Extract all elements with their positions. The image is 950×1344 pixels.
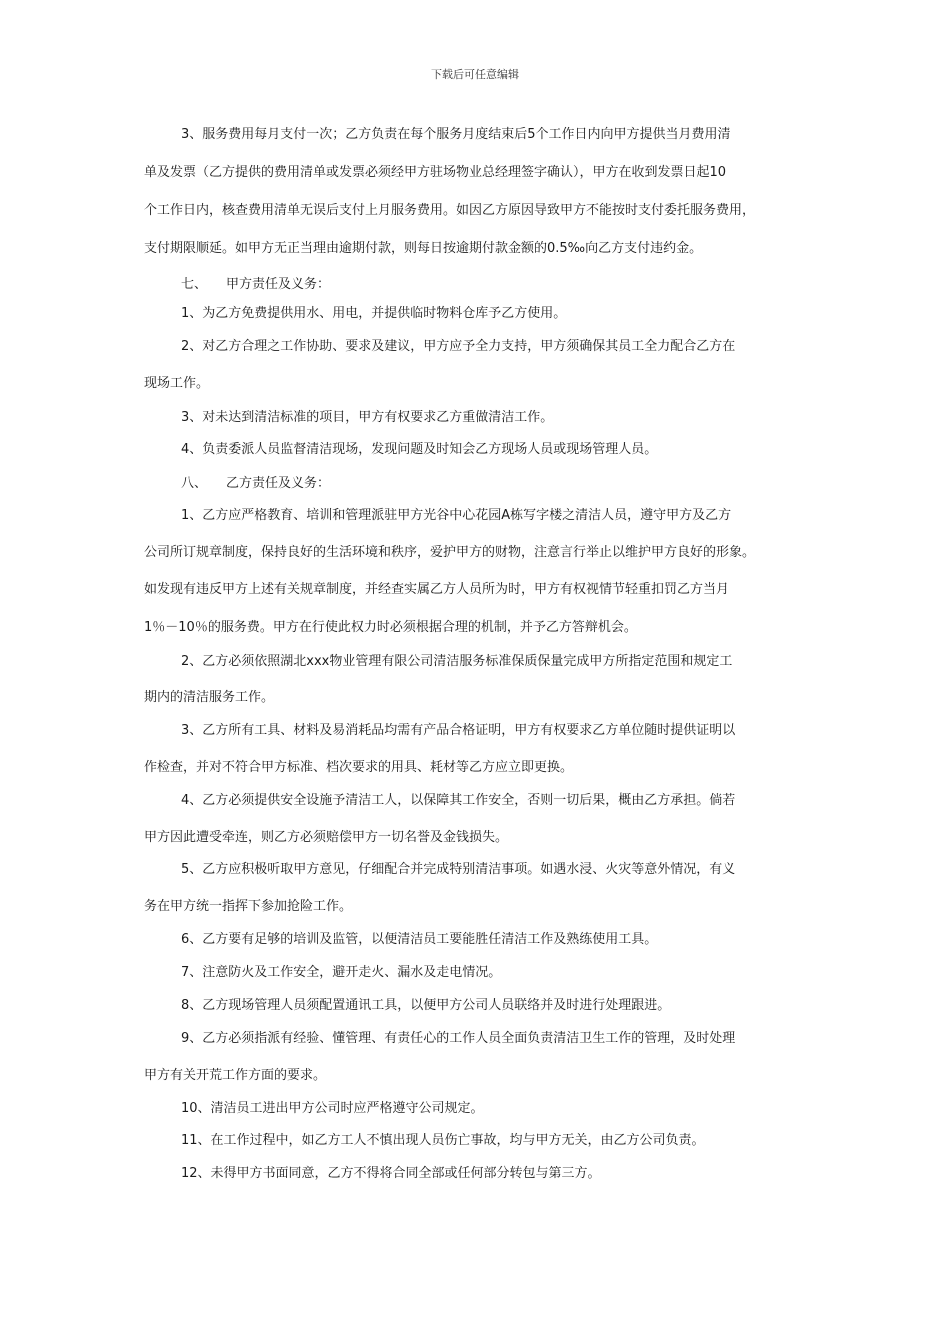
paragraph-line: 1、为乙方免费提供用水、用电，并提供临时物料仓库予乙方使用。 — [181, 306, 567, 321]
section-title: 甲方责任及义务： — [226, 277, 331, 292]
paragraph-line: 1、乙方应严格教育、培训和管理派驻甲方光谷中心花园A栋写字楼之清洁人员，遵守甲方及乙方 — [181, 508, 732, 523]
paragraph-continuation: 个工作日内，核查费用清单无误后支付上月服务费用。如因乙方原因导致甲方不能按时支付委托服务费用， — [144, 203, 756, 218]
paragraph-continuation: 支付期限顺延。如甲方无正当理由逾期付款，则每日按逾期付款金额的0.5‰向乙方支付违约金。 — [144, 241, 703, 256]
paragraph-line: 8、乙方现场管理人员须配置通讯工具，以便甲方公司人员联络并及时进行处理跟进。 — [181, 998, 671, 1013]
paragraph-continuation: 甲方因此遭受牵连，则乙方必须赔偿甲方一切名誉及金钱损失。 — [144, 830, 509, 845]
section-heading — [181, 277, 330, 293]
paragraph-continuation: 单及发票（乙方提供的费用清单或发票必须经甲方驻场物业总经理签字确认），甲方在收到发票日起10 — [144, 165, 727, 180]
paragraph-continuation: 期内的清洁服务工作。 — [144, 690, 275, 705]
section-heading — [181, 476, 330, 492]
paragraph-line: 12、未得甲方书面同意，乙方不得将合同全部或任何部分转包与第三方。 — [181, 1166, 601, 1181]
paragraph-line: 5、乙方应积极听取甲方意见，仔细配合并完成特别清洁事项。如遇水浸、火灾等意外情况，有义 — [181, 862, 736, 877]
paragraph-line: 2、对乙方合理之工作协助、要求及建议，甲方应予全力支持，甲方须确保其员工全力配合乙方在 — [181, 339, 736, 354]
section-number: 八、 — [181, 476, 208, 491]
paragraph-continuation: 如发现有违反甲方上述有关规章制度，并经查实属乙方人员所为时，甲方有权视情节轻重扣罚乙方当月 — [144, 582, 730, 597]
section-title: 乙方责任及义务： — [226, 476, 331, 491]
paragraph-continuation: 作检查，并对不符合甲方标准、档次要求的用具、耗材等乙方应立即更换。 — [144, 760, 574, 775]
paragraph-continuation: 甲方有关开荒工作方面的要求。 — [144, 1068, 327, 1083]
paragraph-line: 4、负责委派人员监督清洁现场，发现问题及时知会乙方现场人员或现场管理人员。 — [181, 442, 658, 457]
paragraph-continuation: 公司所订规章制度，保持良好的生活环境和秩序，爱护甲方的财物，注意言行举止以维护甲方良好的形象。 — [144, 545, 756, 560]
paragraph-continuation: 现场工作。 — [144, 376, 210, 391]
paragraph-line: 10、清洁员工进出甲方公司时应严格遵守公司规定。 — [181, 1101, 484, 1116]
paragraph-line: 3、服务费用每月支付一次；乙方负责在每个服务月度结束后5个工作日内向甲方提供当月费用清 — [181, 127, 731, 142]
page-header: 下载后可任意编辑 — [431, 68, 519, 81]
section-number: 七、 — [181, 277, 208, 292]
paragraph-continuation: 1％－10％的服务费。甲方在行使此权力时必须根据合理的机制，并予乙方答辩机会。 — [144, 620, 637, 635]
paragraph-line: 9、乙方必须指派有经验、懂管理、有责任心的工作人员全面负责清洁卫生工作的管理，及时处理 — [181, 1031, 736, 1046]
paragraph-line: 2、乙方必须依照湖北xxx物业管理有限公司清洁服务标准保质保量完成甲方所指定范围和规定工 — [181, 654, 733, 669]
paragraph-line: 4、乙方必须提供安全设施予清洁工人，以保障其工作安全，否则一切后果，概由乙方承担。倘若 — [181, 793, 736, 808]
paragraph-continuation: 务在甲方统一指挥下参加抢险工作。 — [144, 899, 353, 914]
paragraph-line: 11、在工作过程中，如乙方工人不慎出现人员伤亡事故，均与甲方无关，由乙方公司负责。 — [181, 1133, 705, 1148]
paragraph-line: 3、乙方所有工具、材料及易消耗品均需有产品合格证明，甲方有权要求乙方单位随时提供证明以 — [181, 723, 736, 738]
paragraph-line: 3、对未达到清洁标准的项目，甲方有权要求乙方重做清洁工作。 — [181, 410, 554, 425]
paragraph-line: 7、注意防火及工作安全，避开走火、漏水及走电情况。 — [181, 965, 502, 980]
paragraph-line: 6、乙方要有足够的培训及监管，以便清洁员工要能胜任清洁工作及熟练使用工具。 — [181, 932, 658, 947]
